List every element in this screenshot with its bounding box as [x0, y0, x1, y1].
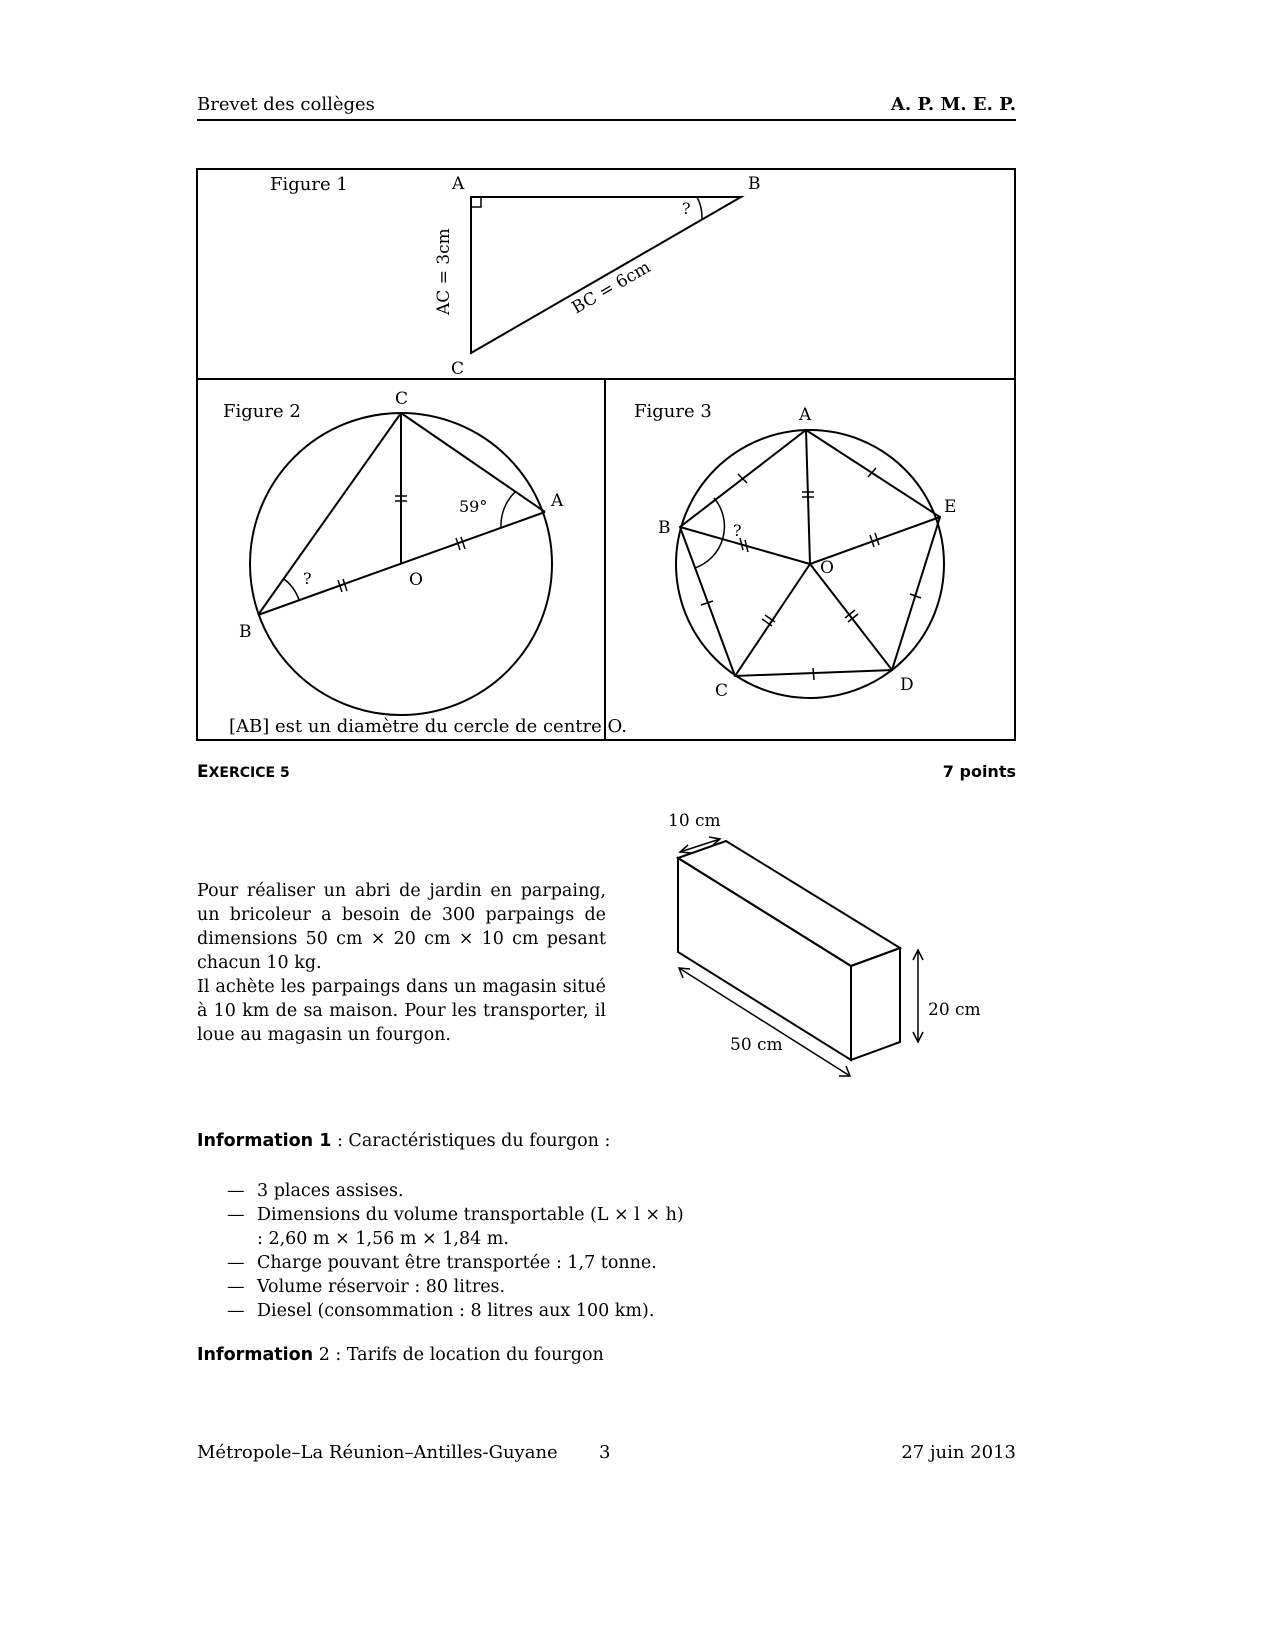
- vertex-a-label: A: [551, 491, 564, 511]
- vertex-a-label: A: [799, 405, 812, 425]
- vertex-c-label: C: [451, 359, 465, 379]
- info1-label: Information 1: [197, 1131, 332, 1151]
- exercise-title-rest: XERCICE 5: [208, 765, 290, 781]
- angle-b-unknown: ?: [303, 569, 312, 588]
- list-item: — Dimensions du volume transportable (L × l × h) : 2,60 m × 1,56 m × 1,84 m.: [227, 1203, 687, 1251]
- length-arrow: [679, 968, 850, 1076]
- height-arrow: [913, 950, 923, 1042]
- figures-panel: [0, 0, 1275, 800]
- block-width-label: 10 cm: [668, 811, 721, 831]
- vertex-d-label: D: [900, 675, 914, 695]
- figure-3: [634, 401, 956, 701]
- vertex-c-label: C: [715, 681, 729, 701]
- figure-3-title: Figure 3: [634, 401, 712, 422]
- figure-1-title: Figure 1: [270, 174, 348, 195]
- length-ac-label: AC = 3cm: [434, 228, 454, 315]
- equal-side-marks: [701, 468, 921, 680]
- angle-a-value: 59°: [459, 497, 488, 516]
- center-o-label: O: [820, 558, 834, 578]
- vertex-b-label: B: [239, 622, 252, 642]
- figure-2-caption: [AB] est un diamètre du cercle de centre O.: [229, 716, 627, 737]
- problem-paragraph-1: Pour réaliser un abri de jardin en parpaing, un bricoleur a besoin de 300 parpaings de dimensions 50 cm × 20 cm × 10 cm pesant chacun 10 kg.: [197, 881, 606, 973]
- right-angle-mark: [471, 197, 481, 207]
- list-item: — 3 places assises.: [227, 1179, 687, 1203]
- header-title: Brevet des collèges: [197, 94, 375, 115]
- info2-text: 2 : Tarifs de location du fourgon: [313, 1345, 604, 1365]
- length-bc-label: BC = 6cm: [568, 257, 655, 319]
- vertex-b-label: B: [658, 518, 671, 538]
- info1-heading: [197, 1131, 610, 1151]
- info1-list: [227, 1179, 687, 1323]
- angle-b-unknown: ?: [733, 521, 742, 540]
- list-item: — Diesel (consommation : 8 litres aux 100 km).: [227, 1299, 687, 1323]
- block-side-face: [851, 948, 900, 1060]
- triangle-abc: [471, 197, 741, 353]
- vertex-c-label: C: [395, 389, 409, 409]
- angle-b-unknown: ?: [682, 199, 691, 218]
- angle-b-arc: [697, 197, 702, 219]
- vertex-a-label: A: [452, 174, 465, 194]
- list-item: — Charge pouvant être transportée : 1,7 tonne.: [227, 1251, 687, 1275]
- problem-paragraph-2: Il achète les parpaings dans un magasin situé à 10 km de sa maison. Pour les transporter, il loue au magasin un fourgon.: [197, 977, 606, 1045]
- chord-bc: [258, 413, 401, 615]
- vertex-b-label: B: [748, 174, 761, 194]
- list-item: — Volume réservoir : 80 litres.: [227, 1275, 687, 1299]
- figure-2-title: Figure 2: [223, 401, 301, 422]
- exercise-points: 7 points: [942, 762, 1016, 781]
- info1-text: : Caractéristiques du fourgon :: [331, 1131, 611, 1151]
- exercise-title-initial: E: [197, 762, 209, 782]
- block-height-label: 20 cm: [928, 1000, 981, 1020]
- problem-text: [197, 879, 606, 1047]
- figure-2: [223, 389, 627, 737]
- block-length-label: 50 cm: [730, 1035, 783, 1055]
- block-front-face: [678, 858, 851, 1060]
- header-org: A. P. M. E. P.: [890, 94, 1016, 115]
- vertex-e-label: E: [944, 497, 957, 517]
- block-drawing: [650, 800, 990, 1090]
- info2-label: Information: [197, 1345, 314, 1365]
- block-top-face: [678, 841, 900, 966]
- info2-heading: [197, 1345, 604, 1365]
- figure-1: [270, 174, 761, 379]
- footer-location: Métropole–La Réunion–Antilles-Guyane: [197, 1442, 558, 1463]
- footer-date: 27 juin 2013: [901, 1442, 1016, 1463]
- exercise-title: [197, 762, 290, 782]
- footer-page-number: 3: [599, 1442, 611, 1463]
- angle-b-arc: [284, 579, 299, 600]
- center-o-label: O: [409, 570, 423, 590]
